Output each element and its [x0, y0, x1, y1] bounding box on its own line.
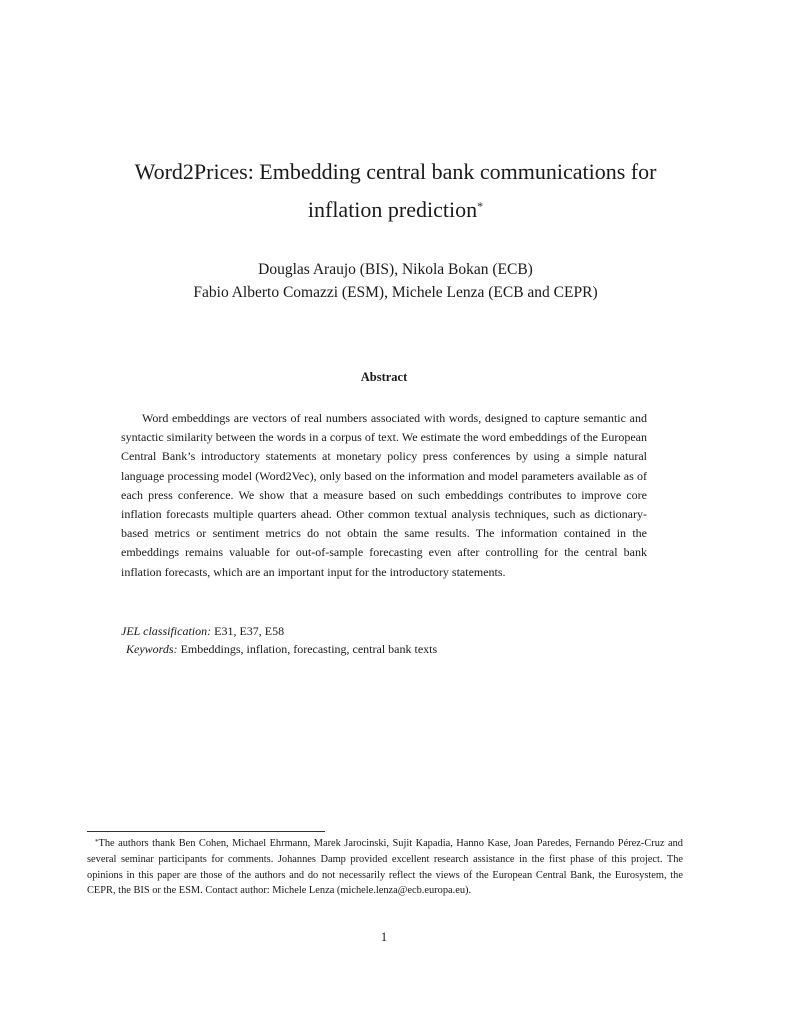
- jel-label: JEL classification:: [121, 624, 212, 638]
- author-list: [80, 258, 711, 304]
- footnote-text: The authors thank Ben Cohen, Michael Ehrmann, Marek Jarocinski, Sujit Kapadia, Hanno Kase, Joan Paredes, Fernando Pérez-Cruz and several seminar participants for comments. Johannes Damp provided excellent research assistance in the first phase of this project. The opinions in this paper are those of the authors and do not necessarily reflect the views of the European Central Bank, the Eurosystem, the CEPR, the BIS or the ESM. Contact author: Michele Lenza (michele.lenza@ecb.europa.eu).: [87, 838, 683, 897]
- keywords-label: Keywords:: [126, 642, 178, 656]
- title-line-2: [80, 191, 711, 229]
- abstract-body: Word embeddings are vectors of real numbers associated with words, designed to capture semantic and syntactic similarity between the words in a corpus of text. We estimate the word embeddings of the European Central Bank’s introductory statements at monetary policy press conferences by using a simple natural language processing model (Word2Vec), only based on the information and model parameters available as of each press conference. We show that a measure based on such embeddings contributes to improve core inflation forecasts multiple quarters ahead. Other common textual analysis techniques, such as dictionary-based metrics or sentiment metrics do not obtain the same results. The information contained in the embeddings remains valuable for out-of-sample forecasting even after controlling for the central bank inflation forecasts, which are an important input for the introductory statements.: [121, 411, 647, 579]
- title-line-1: Word2Prices: Embedding central bank communications for: [134, 159, 657, 184]
- jel-classification: [121, 622, 284, 641]
- jel-value: E31, E37, E58: [214, 624, 285, 638]
- abstract-heading: Abstract: [360, 370, 408, 384]
- footnote: [87, 836, 683, 899]
- title-footnote-mark[interactable]: *: [477, 199, 484, 213]
- footnote-divider: [87, 831, 325, 832]
- footnote-mark: *: [95, 838, 99, 846]
- title-line-2-text: inflation prediction: [307, 197, 478, 222]
- authors-line-2: Fabio Alberto Comazzi (ESM), Michele Lenza (ECB and CEPR): [193, 284, 598, 301]
- keywords: [126, 640, 437, 659]
- paper-title: [80, 153, 711, 229]
- page-number: 1: [380, 930, 388, 944]
- keywords-value: Embeddings, inflation, forecasting, central bank texts: [180, 642, 438, 656]
- authors-line-1: Douglas Araujo (BIS), Nikola Bokan (ECB): [258, 261, 533, 278]
